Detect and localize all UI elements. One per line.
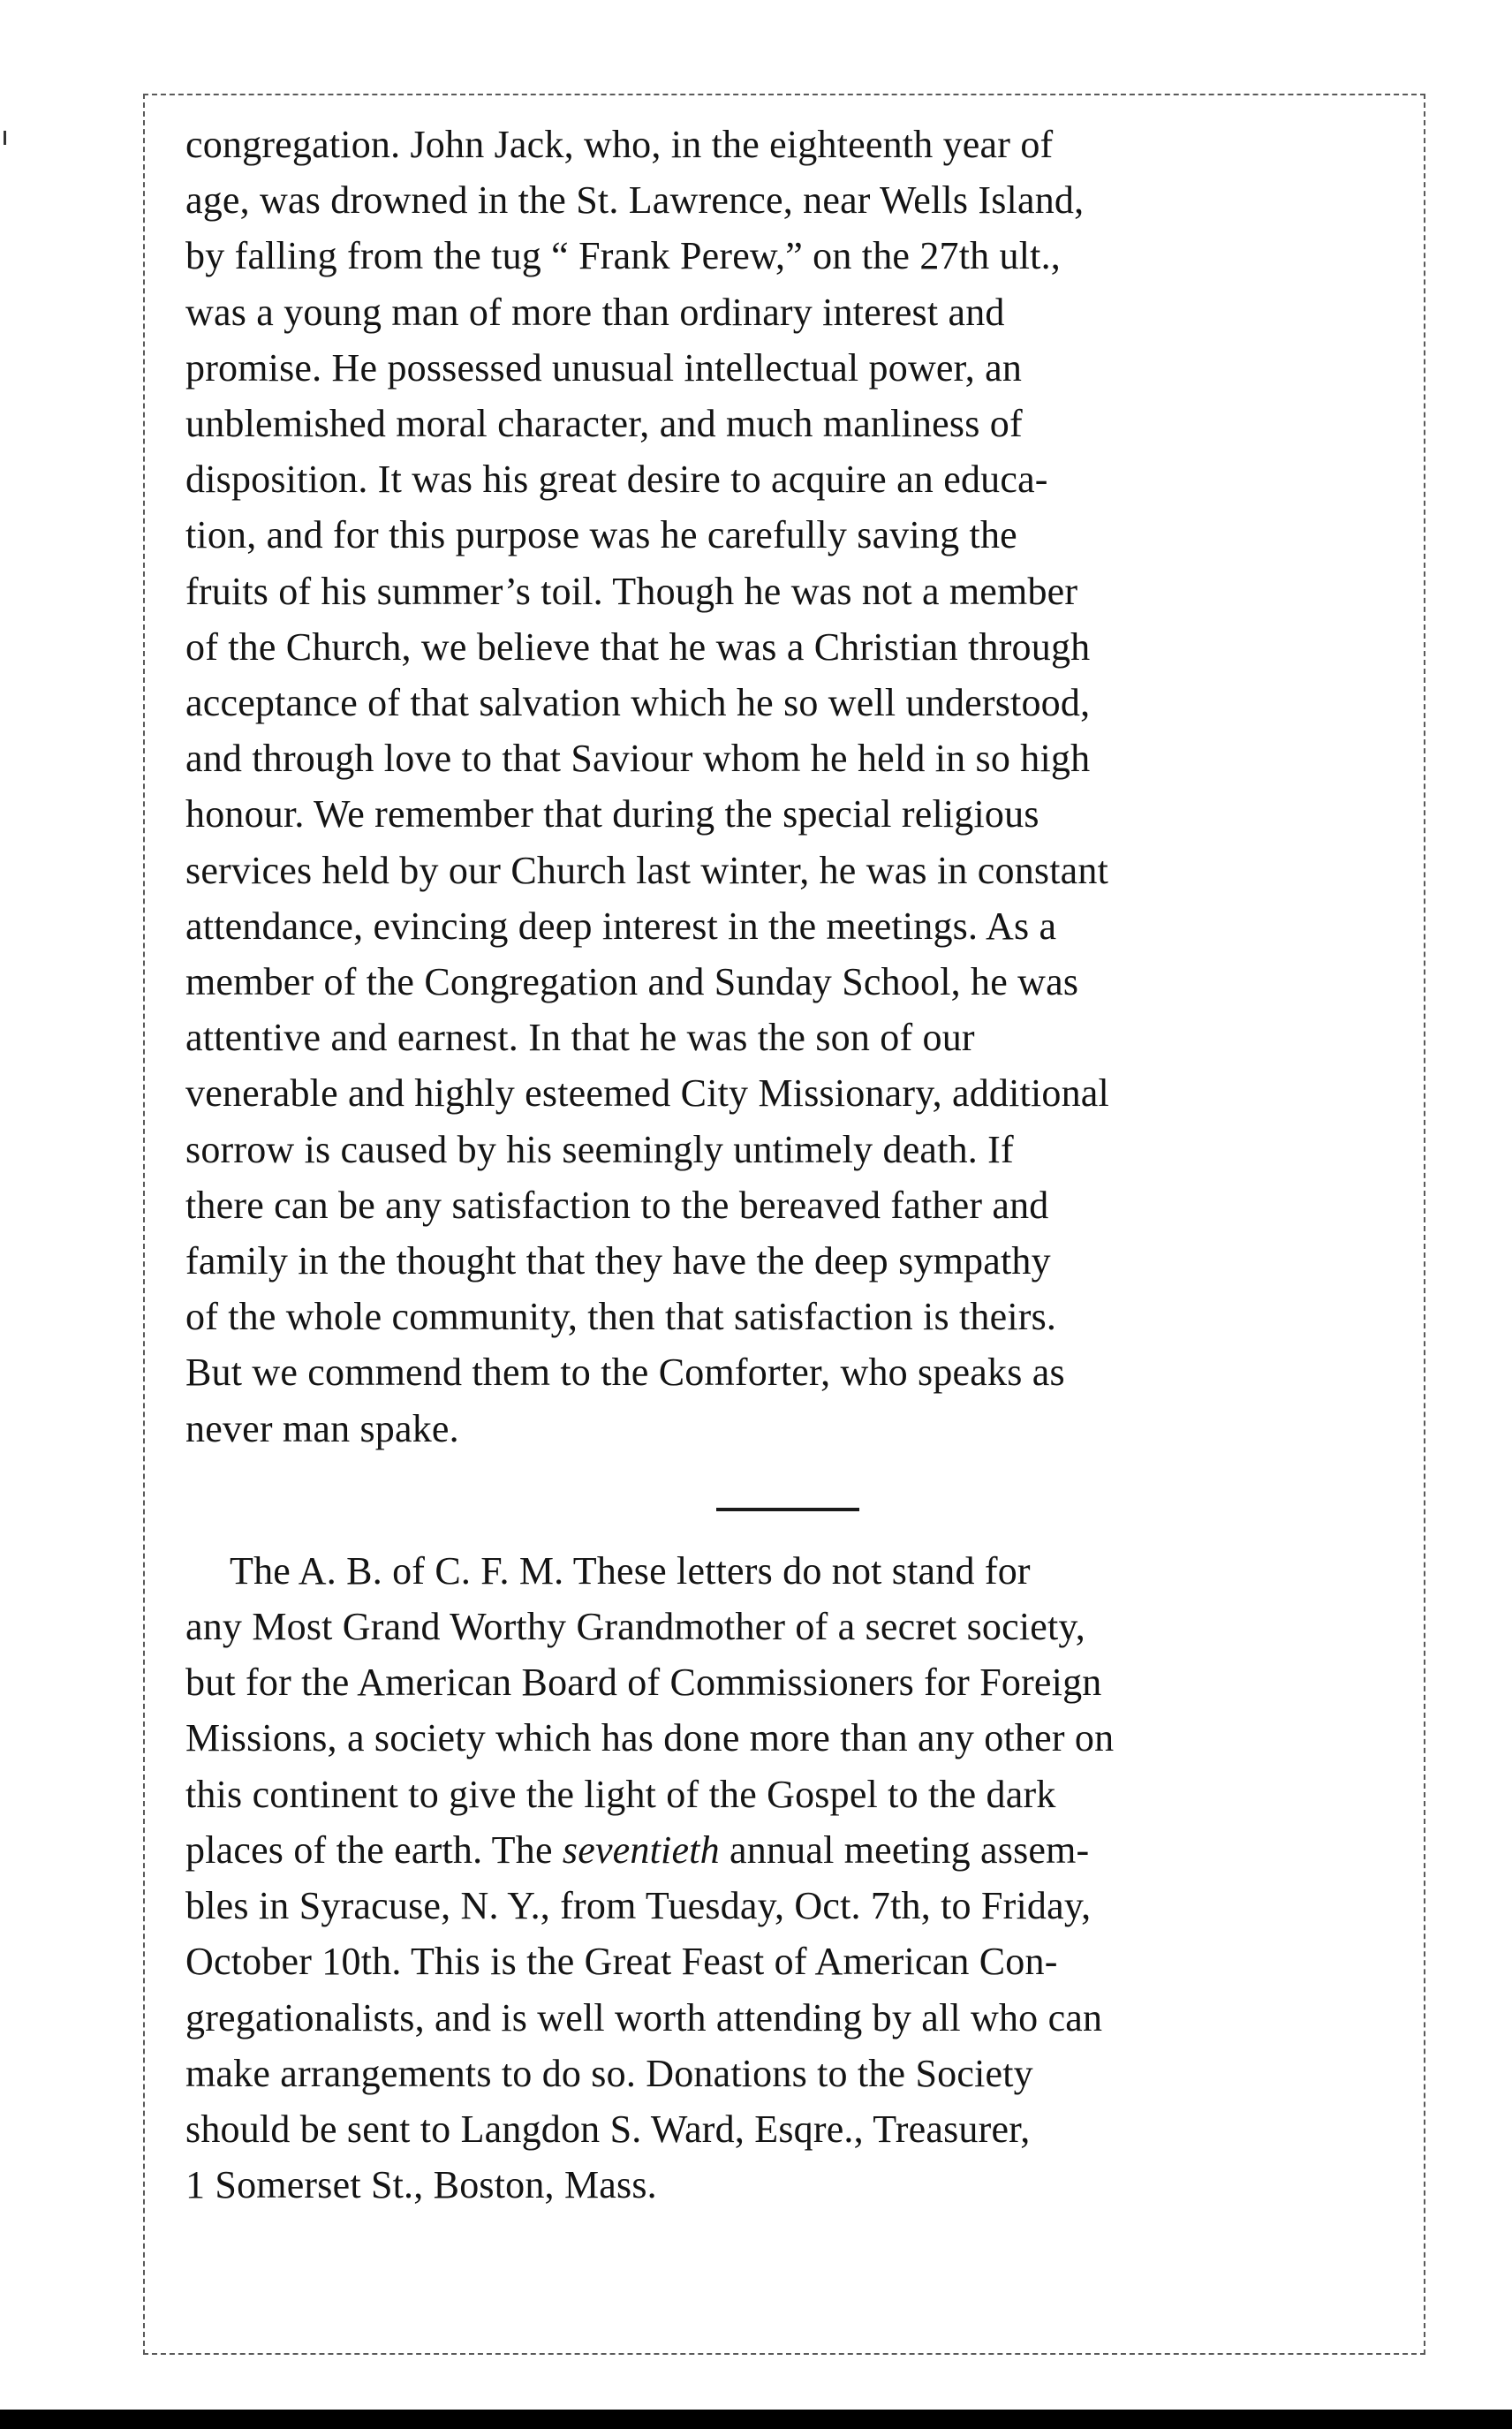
text-line: unblemished moral character, and much manliness of xyxy=(185,402,1023,446)
text-line: sorrow is caused by his seemingly untimely death. If xyxy=(185,1127,1014,1171)
text-line: places of the earth. The xyxy=(185,1827,563,1872)
text-line: age, was drowned in the St. Lawrence, near Wells Island, xyxy=(185,178,1085,223)
text-line: should be sent to Langdon S. Ward, Esqre., Treasurer, xyxy=(185,2107,1031,2151)
text-line: and through love to that Saviour whom he held in so high xyxy=(185,737,1091,781)
text-line: 1 Somerset St., Boston, Mass. xyxy=(185,2163,657,2207)
text-line: services held by our Church last winter, he was in constant xyxy=(185,848,1109,892)
text-line: never man spake. xyxy=(185,1406,459,1450)
text-line: of the Church, we believe that he was a Christian through xyxy=(185,624,1091,669)
scan-mark xyxy=(4,131,6,145)
text-line: family in the thought that they have the deep sympathy xyxy=(185,1239,1051,1283)
text-line: tion, and for this purpose was he carefully saving the xyxy=(185,513,1017,557)
text-line: of the whole community, then that satisfaction is theirs. xyxy=(185,1295,1057,1339)
text-line: member of the Congregation and Sunday School, he was xyxy=(185,960,1079,1004)
section-divider xyxy=(716,1508,859,1511)
text-line: acceptance of that salvation which he so well understood, xyxy=(185,681,1091,725)
text-line: fruits of his summer’s toil. Though he was not a member xyxy=(185,569,1078,613)
text-line: bles in Syracuse, N. Y., from Tuesday, Oct. 7th, to Friday, xyxy=(185,1884,1092,1928)
text-line: honour. We remember that during the special religious xyxy=(185,792,1040,836)
text-line: this continent to give the light of the Gospel to the dark xyxy=(185,1772,1056,1816)
text-line: attendance, evincing deep interest in the meetings. As a xyxy=(185,904,1057,948)
text-line: congregation. John Jack, who, in the eighteenth year of xyxy=(185,123,1054,166)
text-line: venerable and highly esteemed City Missionary, additional xyxy=(185,1071,1109,1116)
text-line: Missions, a society which has done more than any other on xyxy=(185,1716,1115,1760)
text-line: attentive and earnest. In that he was the son of our xyxy=(185,1016,975,1060)
text-line: gregationalists, and is well worth attending by all who can xyxy=(185,1995,1103,2039)
text-line: October 10th. This is the Great Feast of American Con- xyxy=(185,1940,1058,1984)
text-line: was a young man of more than ordinary interest and xyxy=(185,290,1005,334)
text-column xyxy=(185,117,1390,2213)
obituary-paragraph xyxy=(185,117,1390,1457)
abcfm-paragraph xyxy=(185,1543,1390,2213)
text-line: make arrangements to do so. Donations to the Society xyxy=(185,2051,1033,2095)
text-line: promise. He possessed unusual intellectual power, an xyxy=(185,345,1023,390)
text-line: But we commend them to the Comforter, who speaks as xyxy=(185,1351,1065,1395)
scan-edge-bar xyxy=(0,2410,1512,2429)
text-line: there can be any satisfaction to the bereaved father and xyxy=(185,1183,1049,1227)
text-line: by falling from the tug “ Frank Perew,” on the 27th ult., xyxy=(185,234,1062,278)
text-line: any Most Grand Worthy Grandmother of a secret society, xyxy=(185,1605,1085,1649)
text-line: but for the American Board of Commissioners for Foreign xyxy=(185,1661,1102,1705)
text-line: disposition. It was his great desire to acquire an educa- xyxy=(185,458,1048,502)
text-line: annual meeting assem- xyxy=(719,1827,1090,1872)
italic-word: seventieth xyxy=(562,1827,720,1872)
text-line: The A. B. of C. F. M. These letters do not stand for xyxy=(230,1548,1031,1593)
